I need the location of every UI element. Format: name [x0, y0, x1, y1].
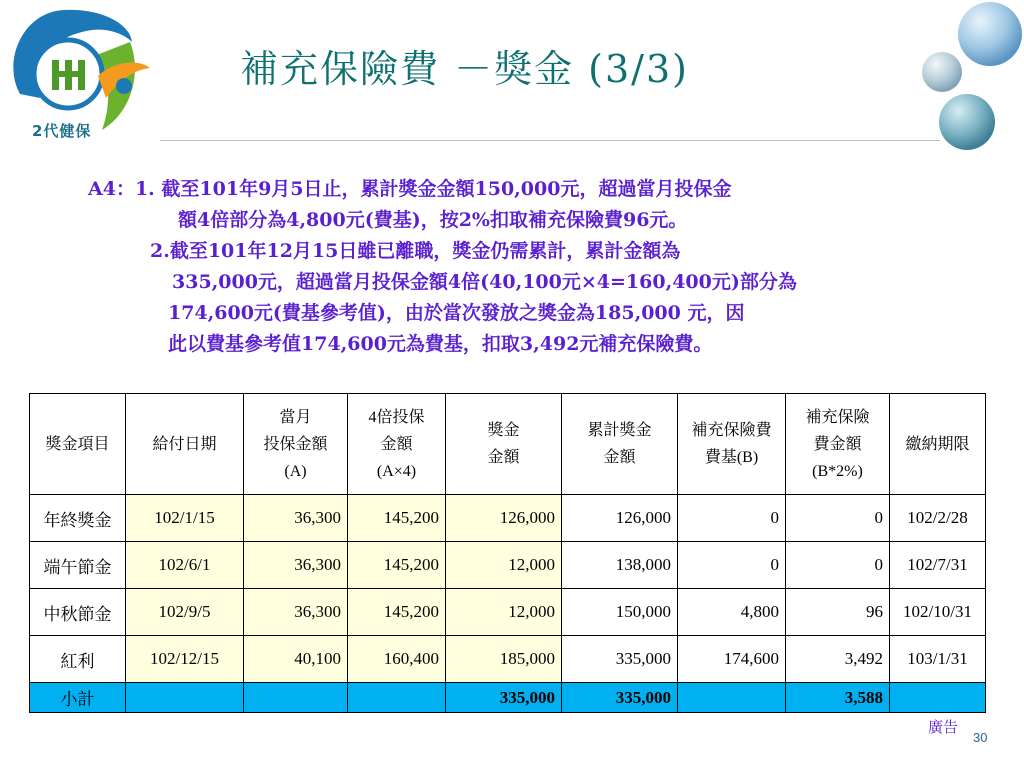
table-cell: 0	[786, 542, 890, 589]
table-row	[30, 542, 986, 589]
table-cell: 12,000	[446, 542, 562, 589]
header-cell: 補充保險費 費基(B)	[678, 394, 786, 495]
table-cell: 4,800	[678, 589, 786, 636]
table-cell: 36,300	[244, 589, 348, 636]
logo-text: 2代健保	[32, 122, 92, 140]
table-cell: 96	[786, 589, 890, 636]
table-cell: 年終獎金	[30, 495, 126, 542]
header-cell: 給付日期	[126, 394, 244, 495]
table-cell: 102/7/31	[890, 542, 986, 589]
table-cell: 102/6/1	[126, 542, 244, 589]
decorative-bubbles	[900, 0, 1024, 160]
table-cell: 12,000	[446, 589, 562, 636]
bonus-table	[29, 393, 986, 713]
title-divider	[160, 140, 940, 141]
subtotal-cumulative: 335,000	[562, 683, 678, 713]
page-title: 補充保險費 －獎金 (3/3)	[240, 47, 689, 91]
advertisement-label: 廣告	[928, 718, 959, 736]
table-cell: 0	[786, 495, 890, 542]
subtotal-premium: 3,588	[786, 683, 890, 713]
page-number: 30	[973, 730, 988, 745]
table-cell: 102/2/28	[890, 495, 986, 542]
table-cell	[348, 683, 446, 713]
answer-line: A4：1. 截至101年9月5日止，累計獎金金額150,000元，超過當月投保金	[88, 178, 732, 200]
table-cell: 138,000	[562, 542, 678, 589]
table-cell: 40,100	[244, 636, 348, 683]
table-cell: 160,400	[348, 636, 446, 683]
table-cell: 102/1/15	[126, 495, 244, 542]
header-cell: 當月 投保金額 (A)	[244, 394, 348, 495]
table-cell: 126,000	[446, 495, 562, 542]
table-header-row	[30, 394, 986, 495]
table-cell: 紅利	[30, 636, 126, 683]
answer-text	[88, 174, 988, 360]
table-cell: 174,600	[678, 636, 786, 683]
table-cell: 0	[678, 542, 786, 589]
table-cell: 36,300	[244, 542, 348, 589]
header-cell: 4倍投保 金額 (A×4)	[348, 394, 446, 495]
table-row	[30, 589, 986, 636]
answer-line: 此以費基參考值174,600元為費基，扣取3,492元補充保險費。	[168, 333, 713, 355]
answer-line: 174,600元(費基參考值)，由於當次發放之獎金為185,000 元，因	[168, 302, 745, 324]
table-cell: 0	[678, 495, 786, 542]
header-cell: 獎金 金額	[446, 394, 562, 495]
table-cell: 126,000	[562, 495, 678, 542]
table-row	[30, 636, 986, 683]
header-cell: 補充保險 費金額 (B*2%)	[786, 394, 890, 495]
table-cell: 185,000	[446, 636, 562, 683]
table-row	[30, 495, 986, 542]
answer-line: 額4倍部分為4,800元(費基)，按2%扣取補充保險費96元。	[178, 209, 688, 231]
subtotal-row	[30, 683, 986, 713]
subtotal-label: 小計	[30, 683, 126, 713]
table-cell: 端午節金	[30, 542, 126, 589]
table-cell: 145,200	[348, 495, 446, 542]
table-cell: 150,000	[562, 589, 678, 636]
table-cell: 中秋節金	[30, 589, 126, 636]
table-cell	[244, 683, 348, 713]
header-cell: 累計獎金 金額	[562, 394, 678, 495]
answer-line: 2.截至101年12月15日雖已離職，獎金仍需累計，累計金額為	[150, 240, 681, 262]
table-cell	[890, 683, 986, 713]
header-cell: 獎金項目	[30, 394, 126, 495]
table-cell: 36,300	[244, 495, 348, 542]
table-cell: 335,000	[562, 636, 678, 683]
header-cell: 繳納期限	[890, 394, 986, 495]
table-cell: 102/10/31	[890, 589, 986, 636]
table-cell: 102/9/5	[126, 589, 244, 636]
subtotal-bonus: 335,000	[446, 683, 562, 713]
table-cell: 103/1/31	[890, 636, 986, 683]
table-cell	[678, 683, 786, 713]
nhi-logo	[2, 2, 152, 142]
table-cell: 145,200	[348, 589, 446, 636]
table-cell: 145,200	[348, 542, 446, 589]
table-cell: 102/12/15	[126, 636, 244, 683]
answer-line: 335,000元，超過當月投保金額4倍(40,100元×4=160,400元)部分為	[172, 271, 797, 293]
table-cell	[126, 683, 244, 713]
table-cell: 3,492	[786, 636, 890, 683]
